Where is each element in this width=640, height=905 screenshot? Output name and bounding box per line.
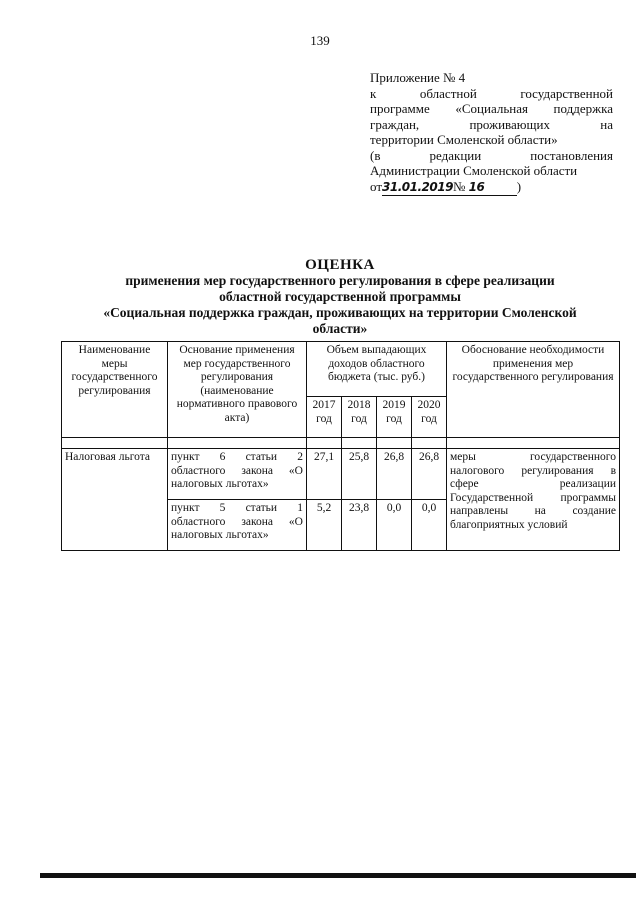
header-year: 2017 год	[307, 397, 342, 438]
document-subtitle-line: области»	[312, 321, 368, 336]
appendix-line: к областной государственной	[370, 85, 613, 101]
table-cell	[307, 438, 342, 449]
table-cell	[168, 438, 307, 449]
cell-measure: Налоговая льгота	[62, 449, 168, 551]
header-volume: Объем выпадающих доходов областного бюджета (тыс. руб.)	[307, 342, 447, 397]
appendix-date-line	[370, 179, 613, 197]
appendix-line: (в редакции постановления	[370, 147, 613, 163]
document-subtitle-line: применения мер государственного регулирования в сфере реализации	[125, 273, 555, 288]
document-title: ОЦЕНКА	[305, 257, 375, 273]
cell-basis: пункт 5 статьи 1 областного закона «О налоговых льготах»	[168, 500, 307, 551]
document-subtitle-line: «Социальная поддержка граждан, проживающих на территории Смоленской	[103, 305, 577, 320]
regulation-table	[61, 341, 620, 551]
header-year: 2020 год	[412, 397, 447, 438]
cell-value: 0,0	[412, 500, 447, 551]
cell-value: 0,0	[377, 500, 412, 551]
appendix-line: территории Смоленской области»	[370, 132, 558, 147]
cell-value: 26,8	[412, 449, 447, 500]
header-year: 2019 год	[377, 397, 412, 438]
header-basis: Основание применения мер государственного регулирования (наименование нормативного правового акта)	[168, 342, 307, 438]
date-underline	[382, 179, 517, 197]
closing-paren: )	[516, 178, 522, 194]
cell-value: 27,1	[307, 449, 342, 500]
cell-value: 23,8	[342, 500, 377, 551]
table-row	[62, 449, 620, 500]
cell-value: 5,2	[307, 500, 342, 551]
table-cell	[412, 438, 447, 449]
page-number: 139	[310, 33, 330, 48]
table-cell	[62, 438, 168, 449]
cell-value: 26,8	[377, 449, 412, 500]
cell-value: 25,8	[342, 449, 377, 500]
document-subtitle-line: областной государственной программы	[219, 289, 461, 304]
header-year: 2018 год	[342, 397, 377, 438]
cell-justification: меры государственного налогового регулирования в сфере реализации Государственной программы направлены на создание благоприятных условий	[447, 449, 620, 551]
appendix-line: программе «Социальная поддержка	[370, 101, 613, 116]
bottom-border-line	[40, 873, 636, 878]
handwritten-date: 31.01.2019	[382, 179, 453, 194]
appendix-line: Приложение № 4	[370, 70, 466, 85]
header-justification: Обоснование необходимости применения мер государственного регулирования	[447, 342, 620, 438]
handwritten-number: 16	[468, 179, 485, 194]
table-cell	[447, 438, 620, 449]
appendix-line: граждан, проживающих на	[370, 116, 613, 132]
appendix-line: Администрации Смоленской области	[370, 163, 578, 178]
appendix-block	[370, 70, 613, 196]
table-cell	[377, 438, 412, 449]
number-sign: №	[452, 178, 466, 194]
document-title-block	[60, 257, 620, 337]
cell-basis: пункт 6 статьи 2 областного закона «О налоговых льготах»	[168, 449, 307, 500]
date-prefix: от	[370, 178, 383, 194]
table-cell	[342, 438, 377, 449]
header-measure: Наименование меры государственного регулирования	[62, 342, 168, 438]
